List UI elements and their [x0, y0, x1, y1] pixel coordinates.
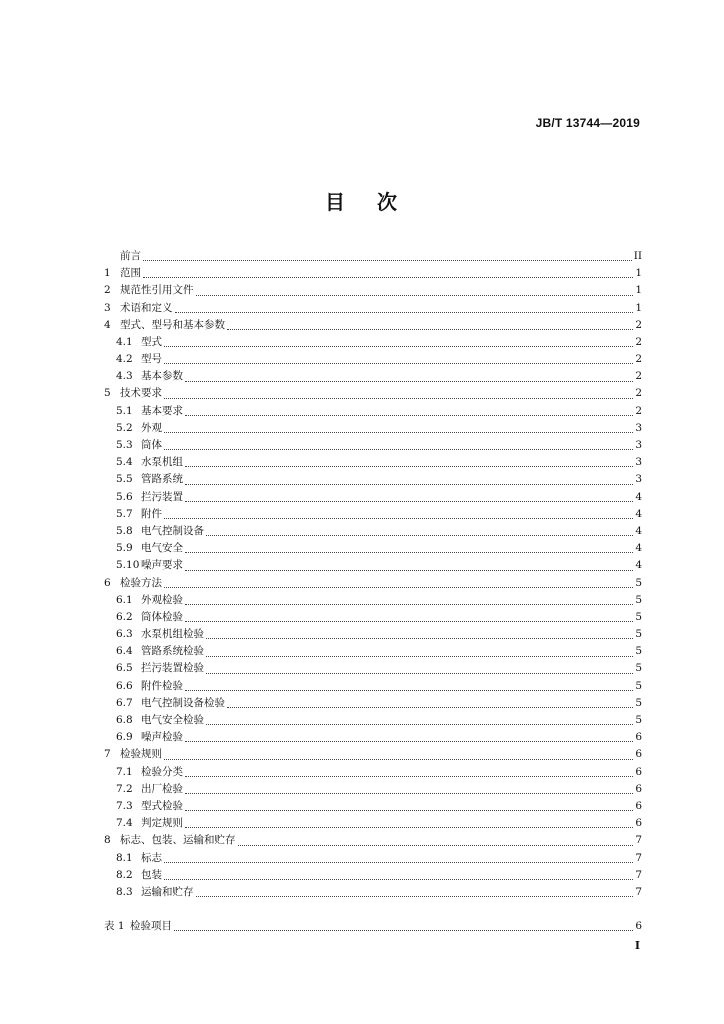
- toc-entry-number: 表 1: [104, 919, 125, 932]
- toc-entry-number: 5.4: [116, 456, 133, 469]
- toc-entry[interactable]: [104, 729, 642, 746]
- toc-entry[interactable]: [104, 678, 642, 695]
- toc-entry-page: 3: [635, 473, 642, 486]
- toc-entry-label: 附件检验: [141, 679, 183, 692]
- toc-entry-page: 6: [635, 765, 642, 778]
- toc-entry[interactable]: [104, 609, 642, 626]
- toc-entry-number: 5.5: [116, 473, 133, 486]
- toc-entry-page: 2: [635, 404, 642, 417]
- leader-dots: [164, 878, 633, 880]
- leader-dots: [164, 397, 633, 399]
- toc-entry-number: 7.4: [116, 817, 133, 830]
- toc-entry-label: 噪声检验: [141, 731, 183, 744]
- leader-dots: [185, 775, 633, 777]
- toc-entry[interactable]: [104, 317, 642, 334]
- leader-dots: [206, 637, 633, 639]
- toc-entry[interactable]: [104, 540, 642, 557]
- toc-entry-number: 8.1: [116, 851, 133, 864]
- leader-dots: [164, 362, 633, 364]
- toc-entry-label: 型式: [141, 335, 162, 348]
- toc-entry-label: 判定规则: [141, 817, 183, 830]
- toc-entry-number: 5.6: [116, 490, 133, 503]
- toc-entry-page: 5: [635, 628, 642, 641]
- leader-dots: [185, 465, 633, 467]
- toc-entry-label: 筒体检验: [141, 610, 183, 623]
- toc-entry-number: 6.5: [116, 662, 133, 675]
- toc-entry-label: 外观检验: [141, 593, 183, 606]
- leader-dots: [227, 328, 633, 330]
- leader-dots: [206, 655, 633, 657]
- toc-entry[interactable]: [104, 712, 642, 729]
- leader-dots: [185, 551, 633, 553]
- toc-entry-label: 型式检验: [141, 799, 183, 812]
- toc-entry-label: 包装: [141, 868, 162, 881]
- leader-dots: [185, 689, 633, 691]
- toc-entry-label: 规范性引用文件: [120, 284, 194, 297]
- toc-entry-label: 水泵机组: [141, 456, 183, 469]
- table-list-entry[interactable]: [104, 918, 642, 935]
- toc-entry[interactable]: [104, 386, 642, 403]
- leader-dots: [227, 706, 633, 708]
- toc-entry-label: 电气控制设备: [141, 524, 204, 537]
- toc-entry[interactable]: [104, 695, 642, 712]
- toc-entry-number: 8.3: [116, 885, 133, 898]
- toc-entry-page: 7: [635, 851, 642, 864]
- toc-entry-number: 7: [104, 748, 111, 761]
- toc-entry-number: 5: [104, 387, 111, 400]
- toc-entry-number: 6.1: [116, 593, 133, 606]
- toc-entry[interactable]: [104, 471, 642, 488]
- toc-entry-label: 电气安全检验: [141, 714, 204, 727]
- toc-entry[interactable]: [104, 351, 642, 368]
- toc-entry-number: 6.7: [116, 696, 133, 709]
- toc-entry-label: 技术要求: [120, 387, 162, 400]
- toc-entry-label: 范围: [120, 267, 141, 280]
- toc-entry-page: 3: [635, 439, 642, 452]
- toc-entry-page: 4: [635, 542, 642, 555]
- toc-entry-number: 5.10: [116, 559, 140, 572]
- toc-entry-number: 4: [104, 318, 111, 331]
- toc-entry-page: 7: [635, 868, 642, 881]
- leader-dots: [185, 620, 633, 622]
- toc-entry-label: 检验规则: [120, 748, 162, 761]
- toc-entry-label: 基本参数: [141, 370, 183, 383]
- table-list: [104, 918, 642, 935]
- title-part-2: 次: [377, 190, 399, 214]
- toc-entry-page: 6: [635, 817, 642, 830]
- toc-entry-label: 水泵机组检验: [141, 628, 204, 641]
- toc-entry-label: 电气安全: [141, 542, 183, 555]
- leader-dots: [185, 792, 633, 794]
- toc-entry-page: 2: [635, 370, 642, 383]
- toc-entry-page: 6: [635, 782, 642, 795]
- toc-entry[interactable]: [104, 282, 642, 299]
- toc-entry-number: 6: [104, 576, 111, 589]
- leader-dots: [164, 517, 633, 519]
- leader-dots: [185, 500, 633, 502]
- toc-entry[interactable]: [104, 592, 642, 609]
- toc-entry-page: 3: [635, 456, 642, 469]
- toc-entry[interactable]: [104, 764, 642, 781]
- leader-dots: [185, 603, 633, 605]
- leader-dots: [164, 861, 633, 863]
- toc-entry[interactable]: [104, 746, 642, 763]
- toc-entry-number: 5.7: [116, 507, 133, 520]
- toc-entry-number: 7.1: [116, 765, 133, 778]
- toc-entry[interactable]: [104, 850, 642, 867]
- toc-entry-label: 筒体: [141, 439, 162, 452]
- toc-entry-page: 5: [635, 714, 642, 727]
- toc-entry-number: 6.4: [116, 645, 133, 658]
- toc-entry-page: 4: [635, 559, 642, 572]
- toc-entry-number: 2: [104, 284, 111, 297]
- page-number: I: [634, 939, 640, 952]
- toc-entry-label: 前言: [120, 249, 141, 262]
- toc-entry[interactable]: [104, 300, 642, 317]
- toc-entry-page: 6: [635, 919, 642, 932]
- toc-entry[interactable]: [104, 248, 642, 265]
- leader-dots: [164, 345, 633, 347]
- toc-entry[interactable]: [104, 454, 642, 471]
- toc-entry-page: 6: [635, 731, 642, 744]
- title-part-1: 目: [325, 190, 347, 214]
- toc-entry-number: 8.2: [116, 868, 133, 881]
- toc-entry-number: 4.2: [116, 353, 133, 366]
- toc-entry[interactable]: [104, 523, 642, 540]
- toc-entry-page: 2: [635, 318, 642, 331]
- toc-entry-number: 6.8: [116, 714, 133, 727]
- toc-entry-page: 5: [635, 576, 642, 589]
- leader-dots: [164, 586, 633, 588]
- toc-entry-number: 5.3: [116, 439, 133, 452]
- toc-entry-label: 电气控制设备检验: [141, 696, 225, 709]
- toc-entry-label: 术语和定义: [120, 301, 173, 314]
- toc-entry-label: 拦污装置: [141, 490, 183, 503]
- toc-entry-label: 检验方法: [120, 576, 162, 589]
- toc-entry-number: 8: [104, 834, 111, 847]
- toc-entry-page: II: [633, 249, 642, 262]
- page-title: [0, 186, 724, 215]
- toc-entry[interactable]: [104, 420, 642, 437]
- toc-entry-label: 型号: [141, 353, 162, 366]
- toc-entry[interactable]: [104, 815, 642, 832]
- toc-entry-number: 5.2: [116, 421, 133, 434]
- leader-dots: [164, 448, 633, 450]
- toc-entry-page: 2: [635, 335, 642, 348]
- toc-entry-page: 4: [635, 490, 642, 503]
- toc-entry-page: 5: [635, 593, 642, 606]
- toc-entry-page: 2: [635, 387, 642, 400]
- toc-entry-page: 5: [635, 645, 642, 658]
- leader-dots: [185, 414, 633, 416]
- toc-entry-label: 型式、型号和基本参数: [120, 318, 225, 331]
- leader-dots: [185, 569, 633, 571]
- toc-entry-page: 6: [635, 799, 642, 812]
- toc-entry-number: 6.9: [116, 731, 133, 744]
- toc-entry-number: 1: [104, 267, 111, 280]
- toc-entry-number: 5.8: [116, 524, 133, 537]
- toc-entry-label: 出厂检验: [141, 782, 183, 795]
- toc-entry-number: 6.3: [116, 628, 133, 641]
- toc-entry-label: 噪声要求: [141, 559, 183, 572]
- toc-entry-label: 拦污装置检验: [141, 662, 204, 675]
- toc-entry[interactable]: [104, 626, 642, 643]
- toc-entry-page: 2: [635, 353, 642, 366]
- toc-entry-number: 7.3: [116, 799, 133, 812]
- toc-entry-page: 5: [635, 696, 642, 709]
- toc-entry-label: 管路系统检验: [141, 645, 204, 658]
- leader-dots: [196, 294, 634, 296]
- toc-entry[interactable]: [104, 867, 642, 884]
- leader-dots: [143, 276, 633, 278]
- toc-entry[interactable]: [104, 832, 642, 849]
- toc-entry-number: 4.1: [116, 335, 133, 348]
- toc-entry-page: 7: [635, 885, 642, 898]
- toc-entry[interactable]: [104, 265, 642, 282]
- toc-entry-page: 6: [635, 748, 642, 761]
- leader-dots: [185, 826, 633, 828]
- toc-entry-page: 1: [635, 284, 642, 297]
- toc-entry-number: 6.6: [116, 679, 133, 692]
- toc-entry[interactable]: [104, 334, 642, 351]
- leader-dots: [206, 723, 633, 725]
- leader-dots: [164, 758, 633, 760]
- toc-entry-page: 4: [635, 507, 642, 520]
- table-of-contents: [104, 248, 642, 901]
- leader-dots: [175, 311, 634, 313]
- toc-entry-label: 检验项目: [130, 919, 172, 932]
- leader-dots: [164, 431, 633, 433]
- toc-entry-number: 5.9: [116, 542, 133, 555]
- toc-entry-number: 4.3: [116, 370, 133, 383]
- toc-entry-page: 5: [635, 610, 642, 623]
- toc-entry[interactable]: [104, 798, 642, 815]
- toc-entry[interactable]: [104, 781, 642, 798]
- leader-dots: [143, 259, 632, 261]
- leader-dots: [185, 809, 633, 811]
- toc-entry-label: 外观: [141, 421, 162, 434]
- toc-entry-page: 7: [635, 834, 642, 847]
- leader-dots: [185, 740, 633, 742]
- toc-entry-number: 6.2: [116, 610, 133, 623]
- toc-entry-page: 5: [635, 662, 642, 675]
- toc-entry-number: 3: [104, 301, 111, 314]
- toc-entry[interactable]: [104, 661, 642, 678]
- toc-entry-page: 4: [635, 524, 642, 537]
- toc-entry[interactable]: [104, 643, 642, 660]
- toc-entry-label: 标志、包装、运输和贮存: [120, 834, 236, 847]
- toc-entry-label: 管路系统: [141, 473, 183, 486]
- toc-entry[interactable]: [104, 403, 642, 420]
- leader-dots: [196, 895, 634, 897]
- toc-entry[interactable]: [104, 884, 642, 901]
- standard-number: JB/T 13744—2019: [535, 116, 640, 130]
- toc-entry-label: 标志: [141, 851, 162, 864]
- toc-entry-page: 1: [635, 267, 642, 280]
- toc-entry-page: 1: [635, 301, 642, 314]
- leader-dots: [206, 672, 633, 674]
- toc-entry[interactable]: [104, 557, 642, 574]
- toc-entry-number: 5.1: [116, 404, 133, 417]
- toc-entry[interactable]: [104, 368, 642, 385]
- leader-dots: [174, 929, 633, 931]
- toc-entry[interactable]: [104, 506, 642, 523]
- toc-entry-label: 附件: [141, 507, 162, 520]
- toc-entry-label: 基本要求: [141, 404, 183, 417]
- toc-entry-page: 3: [635, 421, 642, 434]
- leader-dots: [206, 534, 633, 536]
- toc-entry-label: 运输和贮存: [141, 885, 194, 898]
- leader-dots: [185, 380, 633, 382]
- toc-entry-page: 5: [635, 679, 642, 692]
- toc-entry-label: 检验分类: [141, 765, 183, 778]
- leader-dots: [185, 483, 633, 485]
- toc-entry-number: 7.2: [116, 782, 133, 795]
- leader-dots: [238, 844, 634, 846]
- toc-entry[interactable]: [104, 489, 642, 506]
- toc-entry[interactable]: [104, 437, 642, 454]
- toc-entry[interactable]: [104, 575, 642, 592]
